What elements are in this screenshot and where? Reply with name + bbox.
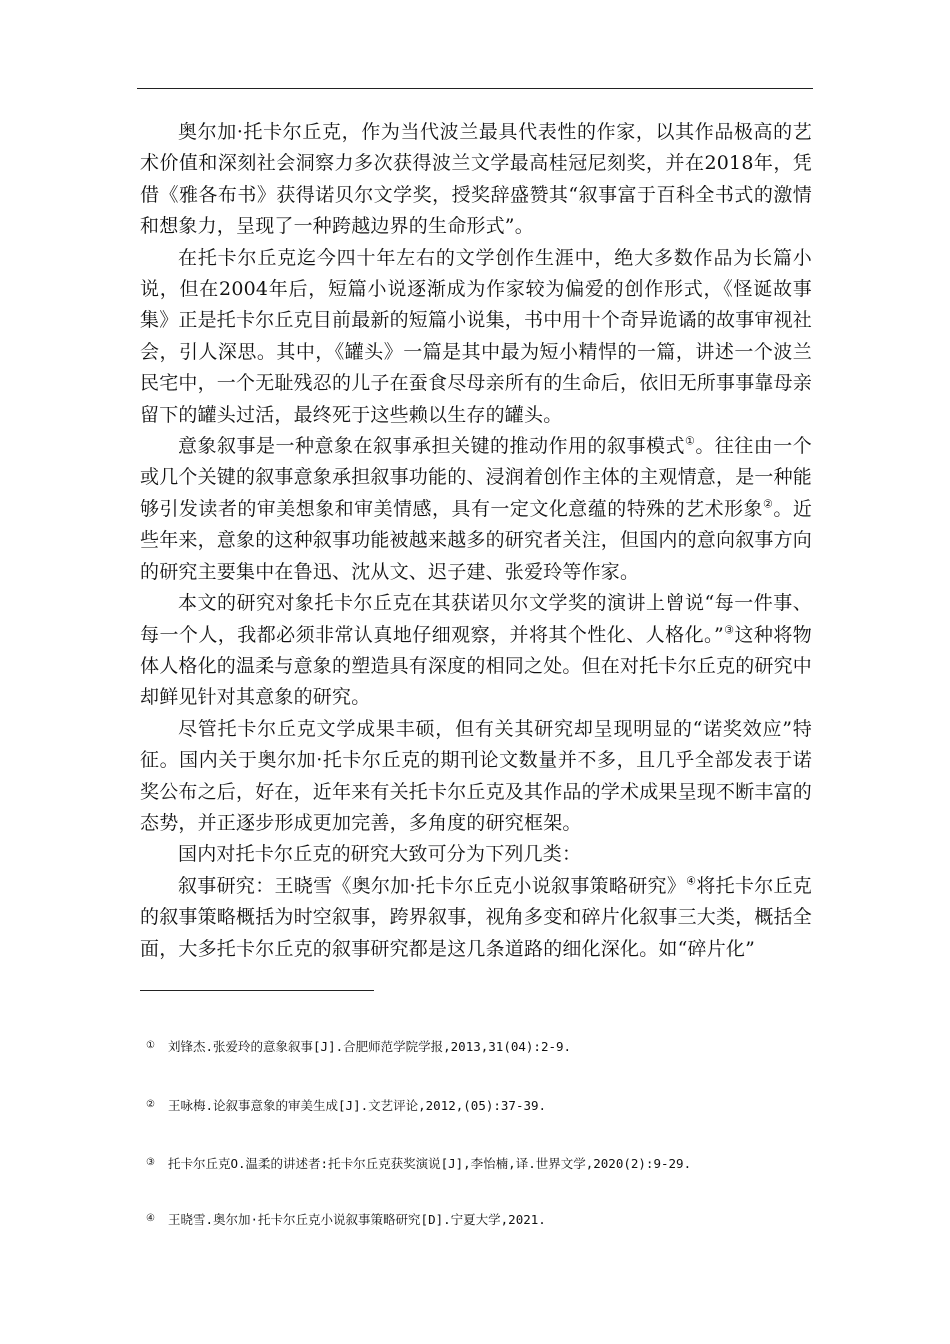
footnote-text: 王晓雪.奥尔加·托卡尔丘克小说叙事策略研究[D].宁夏大学,2021.: [168, 1212, 546, 1227]
paragraph-4: [140, 588, 812, 714]
paragraph-text: 国内对托卡尔丘克的研究大致可分为下列几类：: [178, 843, 582, 866]
footnote-2: [146, 1097, 546, 1114]
footnote-mark: ③: [146, 1157, 155, 1168]
footnote-text: 刘锋杰.张爱玲的意象叙事[J].合肥师范学院学报,2013,31(04):2-9.: [168, 1039, 572, 1054]
paragraph-text: 这种将物体人格化的温柔与意象的塑造具有深度的相同之处。但在对托卡尔丘克的研究中却鲜见针对其意象的研究。: [140, 623, 813, 709]
paragraph-3: [140, 431, 812, 588]
paragraph-text: 。往往由一个或几个关键的叙事意象承担叙事功能的、浸润着创作主体的主观情意，是一种能够引发读者的审美想象和审美情感，具有一定文化意蕴的特殊的艺术形象: [140, 435, 813, 520]
paragraph-6: [140, 839, 812, 870]
paragraph-7: [140, 871, 812, 965]
footnote-text: 托卡尔丘克O.温柔的讲述者:托卡尔丘克获奖演说[J],李怡楠,译.世界文学,2020(2):9-29.: [168, 1156, 692, 1171]
header-rule: [137, 88, 813, 89]
paragraph-5: [140, 714, 812, 840]
footnote-3: [146, 1155, 691, 1172]
footnote-ref-3[interactable]: ③: [723, 623, 735, 637]
footnote-ref-1[interactable]: ①: [684, 434, 696, 448]
footnote-1: [146, 1038, 571, 1055]
body-text: [140, 117, 812, 965]
paragraph-text: 尽管托卡尔丘克文学成果丰硕，但有关其研究却呈现明显的“诺奖效应”特征。国内关于奥尔加·托卡尔丘克的期刊论文数量并不多，且几乎全部发表于诺奖公布之后，好在，近年来有关托卡尔丘克及其作品的学术成果呈现不断丰富的态势，并正逐步形成更加完善，多角度的研究框架。: [140, 717, 813, 834]
footnote-separator: [140, 990, 374, 991]
paragraph-text: 意象叙事是一种意象在叙事承担关键的推动作用的叙事模式: [178, 435, 685, 458]
footnote-mark: ①: [146, 1040, 155, 1051]
paragraph-1: [140, 117, 812, 243]
paragraph-text: 在托卡尔丘克迄今四十年左右的文学创作生涯中，绝大多数作品为长篇小说，但在2004年后，短篇小说逐渐成为作家较为偏爱的创作形式，《怪诞故事集》正是托卡尔丘克目前最新的短篇小说集，书中用十个奇异诡谲的故事审视社会，引人深思。其中，《罐头》一篇是其中最为短小精悍的一篇，讲述一个波兰民宅中，一个无耻残忍的儿子在蚕食尽母亲所有的生命后，依旧无所事事靠母亲留下的罐头过活，最终死于这些赖以生存的罐头。: [140, 246, 813, 426]
paragraph-text: 。近些年来，意象的这种叙事功能被越来越多的研究者关注，但国内的意向叙事方向的研究主要集中在鲁迅、沈从文、迟子建、张爱玲等作家。: [140, 497, 813, 583]
paragraph-text: 奥尔加·托卡尔丘克，作为当代波兰最具代表性的作家，以其作品极高的艺术价值和深刻社会洞察力多次获得波兰文学最高桂冠尼刻奖，并在2018年，凭借《雅各布书》获得诺贝尔文学奖，授奖辞盛赞其“叙事富于百科全书式的激情和想象力，呈现了一种跨越边界的生命形式”。: [140, 121, 812, 238]
footnote-ref-2[interactable]: ②: [763, 497, 774, 511]
footnote-mark: ②: [146, 1099, 155, 1110]
paragraph-text: 将托卡尔丘克的叙事策略概括为时空叙事，跨界叙事，视角多变和碎片化叙事三大类，概括全面，大多托卡尔丘克的叙事研究都是这几条道路的细化深化。如“碎片化”: [140, 874, 813, 960]
footnote-4: [146, 1211, 546, 1228]
paragraph-2: [140, 243, 812, 431]
paragraph-text: 叙事研究：王晓雪《奥尔加·托卡尔丘克小说叙事策略研究》: [178, 874, 687, 897]
footnote-text: 王咏梅.论叙事意象的审美生成[J].文艺评论,2012,(05):37-39.: [168, 1098, 547, 1113]
footnote-ref-4[interactable]: ④: [686, 874, 697, 888]
paragraph-text: 本文的研究对象托卡尔丘克在其获诺贝尔文学奖的演讲上曾说“每一件事、每一个人，我都必须非常认真地仔细观察，并将其个性化、人格化。”: [140, 592, 812, 646]
footnote-mark: ④: [146, 1213, 155, 1224]
